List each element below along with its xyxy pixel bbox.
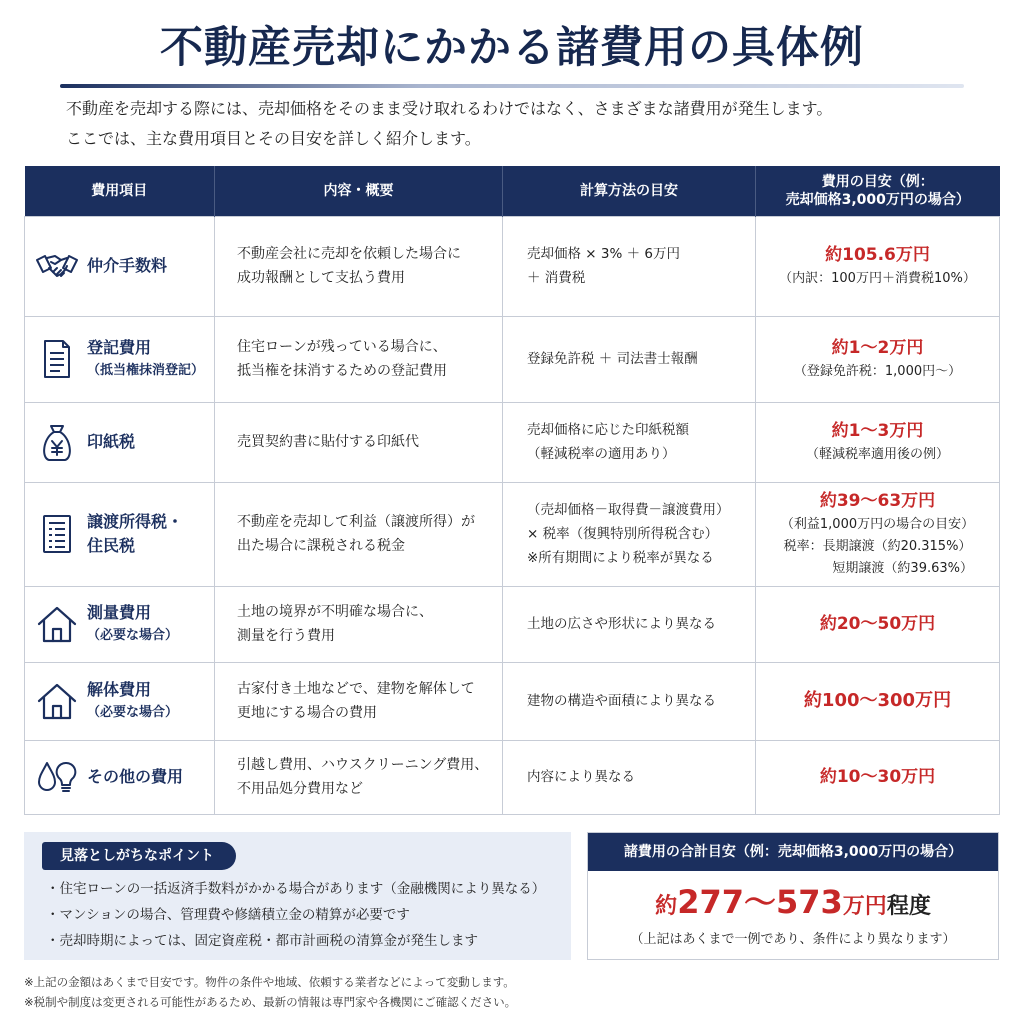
title-underline (60, 84, 964, 88)
cost-note: （内訳：100万円＋消費税10%） (779, 271, 976, 286)
cost-note: （利益1,000万円の場合の目安） (780, 517, 975, 532)
item-label: 登記費用 (87, 338, 152, 357)
cost-note-tax-long: 税率：長期譲渡（約20.315%） (783, 539, 972, 554)
cost-note: （軽減税率適用後の例） (805, 447, 949, 462)
points-tag: 見落としがちなポイント (42, 842, 236, 870)
header-cost-line-2: 売却価格3,000万円の場合） (785, 191, 970, 208)
calc-line: （軽減税率の適用あり） (527, 446, 676, 462)
desc-line: 測量を行う費用 (237, 628, 335, 644)
cost-note: （登録免許税：1,000円～） (793, 364, 962, 379)
calc-line: （売却価格－取得費－譲渡費用） (527, 502, 730, 518)
table-row (25, 402, 1000, 482)
desc-line: 土地の境界が不明確な場合に、 (237, 604, 433, 620)
table-row (25, 482, 1000, 586)
table-row (25, 740, 1000, 814)
desc-line: 抵当権を抹消するための登記費用 (237, 363, 447, 379)
footnote: ※上記の金額はあくまで目安です。物件の条件や地域、依頼する業者などによって変動します。 (24, 975, 515, 989)
item-label: 譲渡所得税・ (87, 512, 184, 531)
cost-value: 約39～63万円 (819, 491, 936, 511)
calc-line: 登録免許税 ＋ 司法書士報酬 (527, 351, 698, 367)
overlooked-points-panel (24, 832, 571, 960)
cost-value: 約105.6万円 (825, 245, 930, 265)
calc-line: 売却価格 × 3% ＋ 6万円 (527, 246, 680, 262)
cost-note-tax-short: 短期譲渡（約39.63%） (832, 561, 973, 576)
header-item: 費用項目 (25, 166, 215, 216)
list-item: ・売却時期によっては、固定資産税・都市計画税の清算金が発生します (46, 933, 478, 949)
calc-line: × 税率（復興特別所得税含む） (527, 526, 719, 542)
item-label: 解体費用 (87, 680, 152, 699)
intro-line-2: ここでは、主な費用項目とその目安を詳しく紹介します。 (66, 129, 481, 148)
item-sub-label: （必要な場合） (87, 628, 179, 643)
house-icon (31, 602, 83, 646)
footnotes (24, 972, 516, 1012)
desc-line: 住宅ローンが残っている場合に、 (237, 339, 447, 355)
calc-line: 建物の構造や面積により異なる (527, 693, 716, 709)
header-calc: 計算方法の目安 (503, 166, 756, 216)
tax-document-icon (31, 512, 83, 556)
desc-line: 成功報酬として支払う費用 (237, 270, 405, 286)
item-label: 印紙税 (87, 432, 136, 451)
item-label: 測量費用 (87, 603, 152, 622)
calc-line: 土地の広さや形状により異なる (527, 616, 716, 632)
table-row (25, 216, 1000, 316)
calc-line: 内容により異なる (527, 769, 635, 785)
item-sub-label: （必要な場合） (87, 705, 179, 720)
item-label: 仲介手数料 (87, 256, 168, 275)
desc-line: 売買契約書に貼付する印紙代 (237, 434, 419, 450)
cost-table (24, 166, 1000, 815)
table-row (25, 316, 1000, 402)
desc-line: 引越し費用、ハウスクリーニング費用、 (237, 757, 489, 773)
desc-line: 不動産を売却して利益（譲渡所得）が (237, 514, 475, 530)
page-title: 不動産売却にかかる諸費用の具体例 (160, 23, 864, 73)
item-label: その他の費用 (87, 767, 184, 786)
total-estimate-panel (587, 832, 999, 960)
cost-value: 約1～3万円 (831, 421, 924, 441)
desc-line: 古家付き土地などで、建物を解体して (237, 681, 475, 697)
cost-value: 約100～300万円 (803, 690, 952, 711)
calc-line: ＋ 消費税 (527, 270, 586, 286)
header-content: 内容・概要 (215, 166, 503, 216)
total-header: 諸費用の合計目安（例：売却価格3,000万円の場合） (588, 833, 998, 871)
points-list (46, 876, 545, 954)
desc-line: 更地にする場合の費用 (237, 705, 377, 721)
header-cost (756, 166, 1000, 216)
document-icon (31, 337, 83, 381)
intro-line-1: 不動産を売却する際には、売却価格をそのまま受け取れるわけではなく、さまざまな諸費用が発生します。 (66, 99, 833, 118)
total-value (588, 881, 998, 929)
calc-line: 売却価格に応じた印紙税額 (527, 422, 689, 438)
total-unit: 万円 (842, 894, 887, 919)
cost-value: 約10～30万円 (819, 767, 936, 787)
handshake-icon (31, 244, 83, 288)
calc-line: ※所有期間により税率が異なる (527, 550, 714, 566)
total-note: （上記はあくまで一例であり、条件により異なります） (630, 932, 956, 947)
total-number: 277～573 (677, 883, 843, 921)
header-cost-line-1: 費用の目安（例： (821, 173, 934, 190)
desc-line: 出た場合に課税される税金 (237, 538, 405, 554)
yen-bag-icon (31, 420, 83, 464)
table-row (25, 586, 1000, 662)
list-item: ・マンションの場合、管理費や修繕積立金の精算が必要です (46, 907, 410, 923)
desc-line: 不動産会社に売却を依頼した場合に (237, 246, 461, 262)
drop-bulb-icon (31, 755, 83, 799)
list-item: ・住宅ローンの一括返済手数料がかかる場合があります（金融機関により異なる） (46, 881, 546, 897)
intro-text (66, 94, 996, 154)
item-sub-label: （抵当権抹消登記） (87, 363, 205, 378)
desc-line: 不用品処分費用など (237, 781, 363, 797)
table-header-row (25, 166, 1000, 216)
cost-value: 約1～2万円 (831, 338, 924, 358)
total-suffix: 程度 (886, 894, 931, 919)
cost-value: 約20～50万円 (819, 614, 936, 634)
table-row (25, 662, 1000, 740)
house-icon (31, 679, 83, 723)
total-prefix: 約 (655, 894, 678, 919)
item-label-line-2: 住民税 (87, 536, 136, 555)
footnote: ※税制や制度は変更される可能性があるため、最新の情報は専門家や各機関にご確認ください。 (24, 995, 517, 1009)
